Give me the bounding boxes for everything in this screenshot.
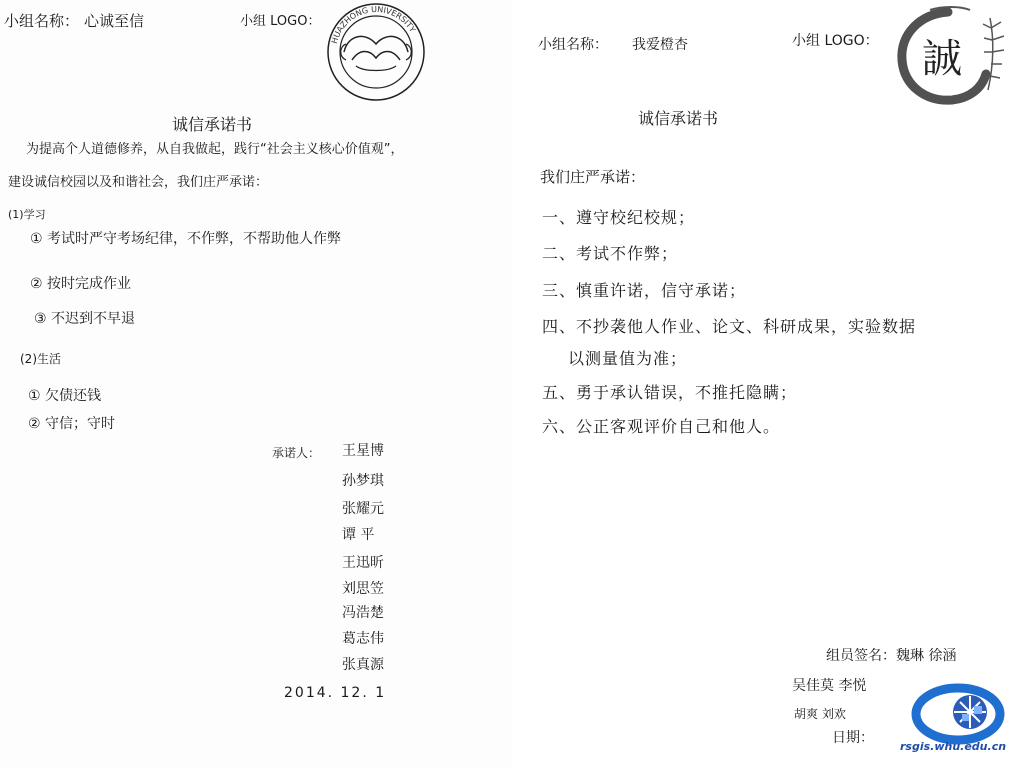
pledge-item-3: 三、慎重许诺，信守承诺；: [542, 281, 747, 300]
signature-1: 王星博: [342, 443, 384, 459]
pledge-item-6: 六、公正客观评价自己和他人。: [542, 417, 781, 436]
signature-7: 冯浩楚: [342, 605, 384, 621]
watermark-url: rsgis.whu.edu.cn: [900, 740, 1007, 753]
signature-9: 张真源: [342, 657, 384, 673]
left-logo-label: 小组 LOGO：: [240, 14, 321, 29]
left-group-name: 心诚至信: [84, 12, 145, 30]
pledge-item-2: 二、考试不作弊；: [542, 244, 679, 263]
study-section-heading: (1)学习: [8, 208, 46, 221]
signature-3: 张耀元: [342, 501, 384, 517]
study-item-3: ③ 不迟到不早退: [34, 311, 136, 327]
right-pledge-page: [512, 0, 1024, 768]
pledge-item-5: 五、勇于承认错误，不推托隐瞒；: [542, 383, 798, 402]
right-logo-label: 小组 LOGO：: [792, 33, 879, 49]
members-row-1-names: 魏琳 徐涵: [896, 648, 957, 664]
two-swans-circular-seal-icon: [322, 0, 430, 104]
pledge-item-1: 一、遵守校纪校规；: [542, 208, 696, 227]
pledger-label: 承诺人：: [272, 446, 321, 460]
seal-border-text: HUAZHONG UNIVERSITY: [329, 4, 418, 45]
pledge-item-4: 四、不抄袭他人作业、论文、科研成果，实验数据: [542, 317, 917, 336]
right-group-name: 我爱橙杏: [632, 37, 688, 53]
members-label: 组员签名：: [826, 648, 896, 664]
right-intro: 我们庄严承诺：: [540, 168, 646, 186]
left-date: 2014. 12. 1: [284, 685, 387, 701]
life-item-1: ① 欠债还钱: [28, 388, 102, 404]
left-intro-line-1: 为提高个人道德修养，从自我做起，践行“社会主义核心价值观”，: [26, 142, 404, 157]
right-group-label: 小组名称：: [538, 37, 608, 53]
ink-circle-cheng-character-logo-icon: [890, 4, 1014, 108]
left-title: 诚信承诺书: [172, 115, 253, 134]
members-signature-row-1: [826, 645, 956, 665]
pledge-item-4-continued: 以测量值为准；: [568, 349, 688, 368]
signature-4: 谭 平: [342, 527, 375, 543]
study-item-2: ② 按时完成作业: [30, 276, 132, 292]
right-title: 诚信承诺书: [638, 109, 719, 128]
signature-2: 孙梦琪: [342, 473, 384, 489]
members-signature-row-2: 吴佳莫 李悦: [792, 678, 867, 694]
study-item-1: ① 考试时严守考场纪律，不作弊，不帮助他人作弊: [30, 231, 341, 247]
members-signature-row-3: 胡爽 刘欢: [794, 707, 846, 721]
signature-8: 葛志伟: [342, 631, 384, 647]
signature-6: 刘思笠: [342, 581, 384, 597]
life-item-2: ② 守信；守时: [28, 416, 116, 432]
signature-5: 王迅昕: [342, 555, 384, 571]
whu-rsgis-globe-logo-icon: [892, 680, 1024, 768]
left-intro-line-2: 建设诚信校园以及和谐社会，我们庄严承诺：: [8, 175, 269, 190]
cheng-character: 誠: [922, 36, 962, 82]
right-date-label: 日期：: [832, 730, 874, 746]
life-section-heading: (2)生活: [20, 352, 61, 366]
left-group-label: 小组名称：: [4, 12, 80, 30]
